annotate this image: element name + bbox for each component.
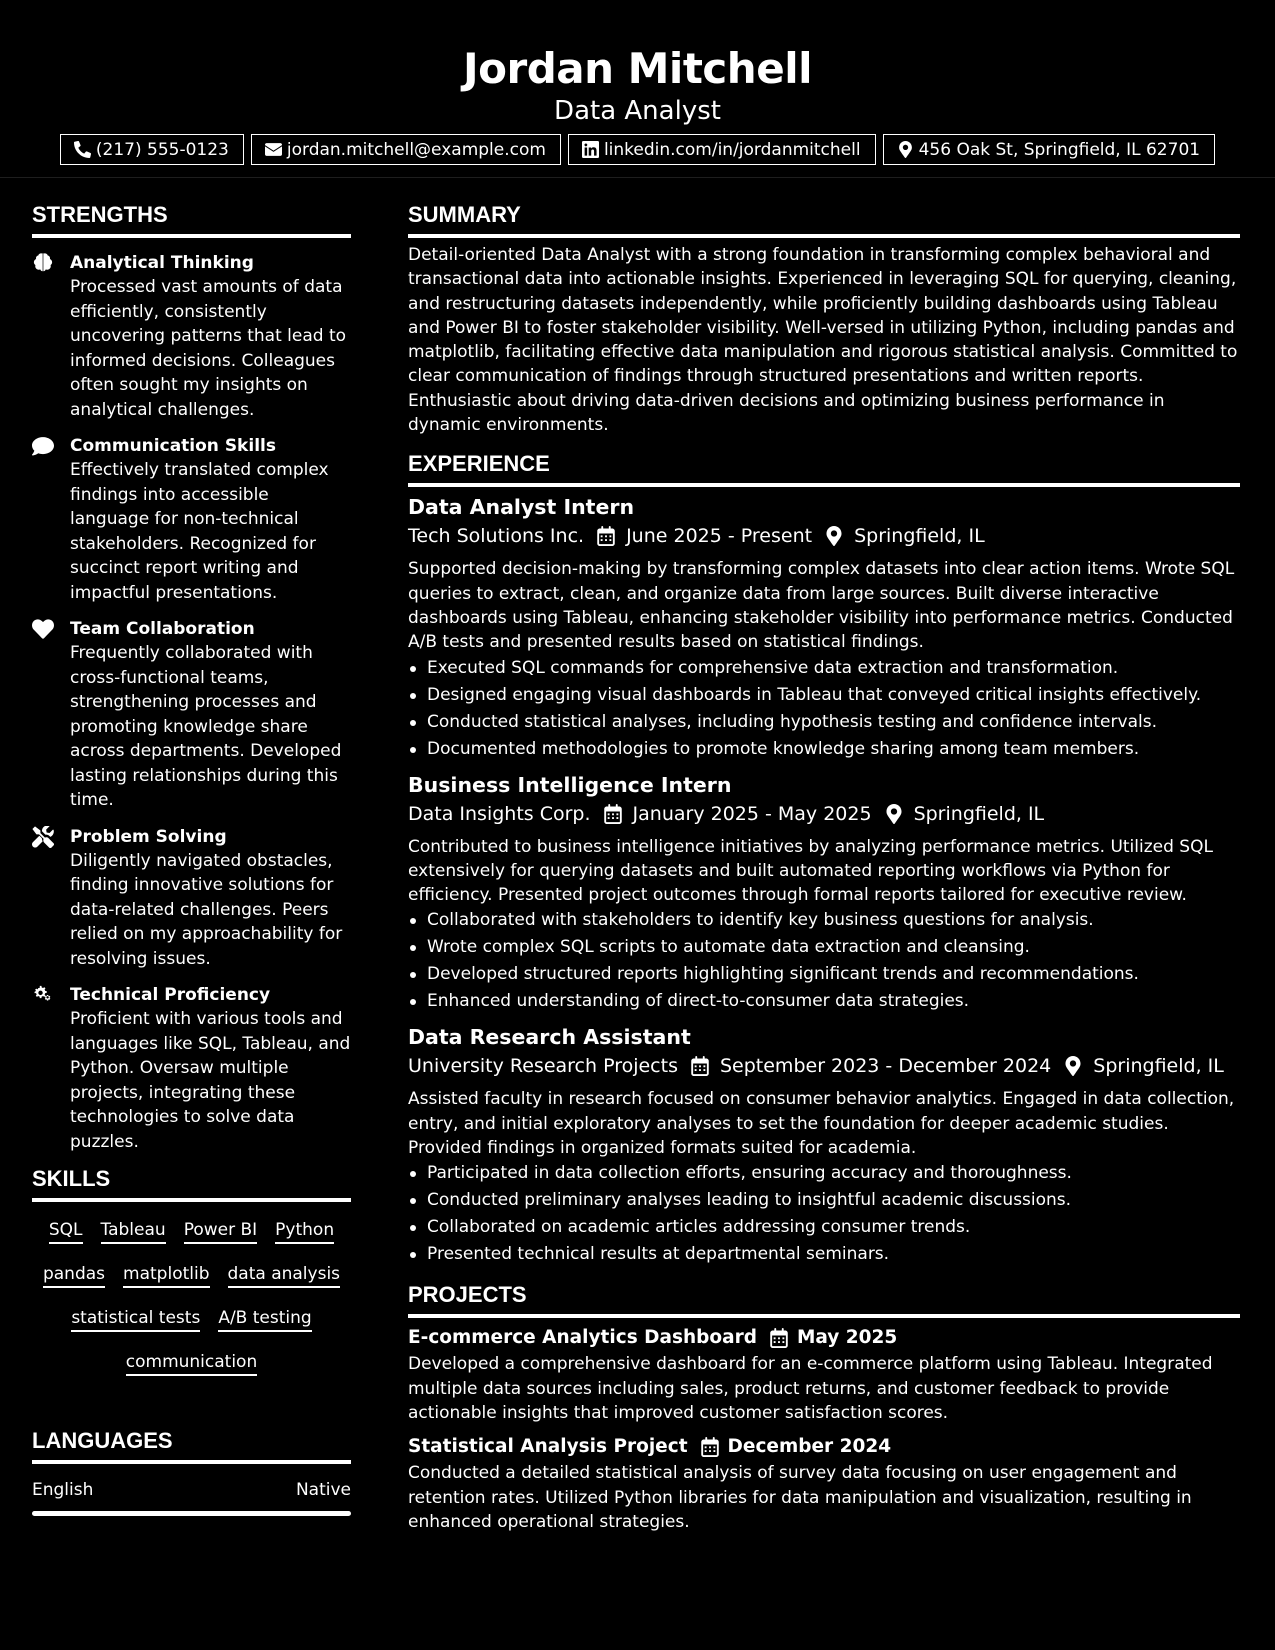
language-name: English	[32, 1480, 94, 1500]
project-description: Developed a comprehensive dashboard for an e-commerce platform using Tableau. Integrated multiple data sources including sales, product returns, and customer feedback to provide actionable insights that improved customer satisfaction scores.	[408, 1354, 1213, 1423]
right-column	[408, 180, 1240, 1534]
list-item: Collaborated with stakeholders to identify key business questions for analysis.	[408, 907, 1240, 934]
skills-list	[32, 1202, 351, 1394]
map-pin-icon	[824, 526, 844, 546]
candidate-name: Jordan Mitchell	[463, 44, 812, 93]
strength-title: Analytical Thinking	[70, 253, 254, 273]
strength-item	[32, 434, 351, 605]
job-dates: September 2023 - December 2024	[719, 1055, 1052, 1078]
job-meta	[408, 799, 1240, 829]
skill-tag: Python	[275, 1218, 334, 1244]
job-company: Data Insights Corp.	[408, 802, 591, 825]
strengths-heading: STRENGTHS	[32, 202, 351, 238]
language-proficiency-bar	[32, 1511, 351, 1516]
job-dates: January 2025 - May 2025	[632, 802, 872, 825]
skill-tag: pandas	[43, 1262, 105, 1288]
strength-item	[32, 617, 351, 813]
envelope-icon	[264, 140, 283, 159]
heart-icon	[32, 618, 54, 640]
job-location: Springfield, IL	[1093, 1055, 1224, 1078]
skill-tag: Tableau	[101, 1218, 166, 1244]
contact-email-text: jordan.mitchell@example.com	[286, 139, 546, 160]
experience-section	[408, 451, 1240, 1268]
list-item: Developed structured reports highlighting significant trends and recommendations.	[408, 961, 1240, 988]
contact-phone[interactable]	[60, 134, 244, 165]
contact-email[interactable]	[251, 134, 561, 165]
phone-icon	[73, 140, 92, 159]
project-description: Conducted a detailed statistical analysis of survey data focusing on user engagement and retention rates. Utilized Python libraries for data manipulation and visualization, resulting in enhanced operational strategies.	[408, 1463, 1192, 1532]
calendar-icon	[700, 1437, 720, 1457]
calendar-icon	[690, 1056, 710, 1076]
candidate-title: Data Analyst	[554, 96, 721, 126]
skill-tag: data analysis	[228, 1262, 341, 1288]
contact-linkedin[interactable]	[568, 134, 876, 165]
tools-icon	[32, 826, 54, 848]
list-item: Enhanced understanding of direct-to-consumer data strategies.	[408, 988, 1240, 1015]
summary-section	[408, 202, 1240, 437]
calendar-icon	[596, 526, 616, 546]
job-bullets	[408, 1160, 1240, 1268]
contact-address[interactable]	[883, 134, 1215, 165]
list-item: Wrote complex SQL scripts to automate data extraction and cleansing.	[408, 934, 1240, 961]
strength-description: Proficient with various tools and languages like SQL, Tableau, and Python. Oversaw multiple projects, integrating these technologies to solve data puzzles.	[70, 1009, 351, 1152]
strength-item	[32, 983, 351, 1154]
list-item: Conducted preliminary analyses leading to insightful academic discussions.	[408, 1187, 1240, 1214]
contact-linkedin-text: linkedin.com/in/jordanmitchell	[603, 139, 861, 160]
skill-tag: A/B testing	[218, 1306, 311, 1332]
job-company: Tech Solutions Inc.	[408, 525, 585, 548]
job-bullets	[408, 655, 1240, 763]
linkedin-icon	[581, 140, 600, 159]
job-location: Springfield, IL	[913, 802, 1045, 825]
strength-title: Technical Proficiency	[70, 985, 271, 1005]
summary-text: Detail-oriented Data Analyst with a strong foundation in transforming complex behavioral and transactional data into actionable insights. Experienced in leveraging SQL for querying, cleaning, and restructuring datasets independently, while proficiently building dashboards using Tableau and Power BI to foster stakeholder visibility. Well-versed in utilizing Python, including pandas and matplotlib, facilitating effective data manipulation and rigorous statistical analysis. Committed to clear communication of findings through structured presentations and written reports. Enthusiastic about driving data-driven decisions and optimizing business performance in dynamic environments.	[408, 245, 1238, 436]
project-header	[408, 1324, 1240, 1352]
comment-icon	[32, 435, 54, 457]
languages-heading: LANGUAGES	[32, 1428, 351, 1464]
summary-heading: SUMMARY	[408, 202, 1240, 238]
list-item: Conducted statistical analyses, including hypothesis testing and confidence intervals.	[408, 709, 1240, 736]
list-item: Presented technical results at departmental seminars.	[408, 1241, 1240, 1268]
job-bullets	[408, 907, 1240, 1015]
job-company: University Research Projects	[408, 1055, 678, 1078]
map-pin-icon	[884, 804, 904, 824]
cogs-icon	[32, 984, 54, 1006]
language-row	[32, 1478, 351, 1502]
languages-section	[32, 1428, 351, 1516]
map-pin-icon	[896, 140, 915, 159]
job-meta	[408, 1051, 1240, 1081]
job-title: Data Research Assistant	[408, 1025, 691, 1050]
job-entry	[408, 1023, 1240, 1268]
project-entry	[408, 1433, 1240, 1534]
strength-item	[32, 251, 351, 422]
project-date: May 2025	[796, 1327, 898, 1349]
project-entry	[408, 1324, 1240, 1425]
skill-tag: SQL	[49, 1218, 83, 1244]
strength-title: Team Collaboration	[70, 619, 255, 639]
language-level: Native	[295, 1480, 351, 1500]
experience-heading: EXPERIENCE	[408, 451, 1240, 487]
skills-section	[32, 1166, 351, 1394]
job-title: Data Analyst Intern	[408, 495, 635, 520]
job-meta	[408, 521, 1240, 551]
job-description: Contributed to business intelligence initiatives by analyzing performance metrics. Utilized SQL extensively for querying datasets and built automated reporting workflows via Python for efficiency. Presented project outcomes through formal reports tailored for executive review.	[408, 836, 1213, 906]
skill-tag: statistical tests	[71, 1306, 200, 1332]
job-description: Assisted faculty in research focused on consumer behavior analytics. Engaged in data collection, entry, and initial exploratory analyses to set the foundation for deeper academic studies. Provided findings in organized formats suited for academia.	[408, 1089, 1235, 1159]
projects-section	[408, 1282, 1240, 1534]
resume-header	[0, 0, 1275, 178]
strength-title: Problem Solving	[70, 826, 227, 847]
strength-item	[32, 825, 351, 972]
calendar-icon	[603, 804, 623, 824]
skill-tag: communication	[126, 1350, 257, 1376]
strength-description: Processed vast amounts of data efficiently, consistently uncovering patterns that lead to informed decisions. Colleagues often sought my insights on analytical challenges.	[70, 277, 347, 420]
list-item: Participated in data collection efforts, ensuring accuracy and thoroughness.	[408, 1160, 1240, 1187]
skill-tag: matplotlib	[123, 1262, 209, 1288]
project-title: Statistical Analysis Project	[408, 1436, 688, 1458]
skill-tag: Power BI	[184, 1218, 257, 1244]
job-title: Business Intelligence Intern	[408, 772, 732, 797]
strength-description: Frequently collaborated with cross-functional teams, strengthening processes and promoting knowledge share across departments. Developed lasting relationships during this time.	[70, 643, 342, 810]
list-item: Documented methodologies to promote knowledge sharing among team members.	[408, 736, 1240, 763]
strength-title: Communication Skills	[70, 436, 276, 456]
projects-heading: PROJECTS	[408, 1282, 1240, 1318]
job-location: Springfield, IL	[854, 525, 985, 548]
project-title: E-commerce Analytics Dashboard	[408, 1327, 757, 1349]
job-description: Supported decision-making by transforming complex datasets into clear action items. Wrote SQL queries to extract, clean, and organize data from large sources. Built diverse interactive dashboards using Tableau, enhancing stakeholder visibility into performance metrics. Conducted A/B tests and presented results based on statistical findings.	[408, 559, 1235, 653]
list-item: Collaborated on academic articles addressing consumer trends.	[408, 1214, 1240, 1241]
list-item: Executed SQL commands for comprehensive data extraction and transformation.	[408, 655, 1240, 682]
left-column	[32, 180, 351, 1516]
skills-heading: SKILLS	[32, 1166, 351, 1202]
strength-description: Effectively translated complex findings into accessible language for non-technical stakeholders. Recognized for succinct report writing and impactful presentations.	[70, 460, 329, 603]
map-pin-icon	[1063, 1056, 1083, 1076]
job-entry	[408, 493, 1240, 762]
job-dates: June 2025 - Present	[626, 525, 813, 548]
contact-address-text: 456 Oak St, Springfield, IL 62701	[918, 139, 1201, 160]
project-header	[408, 1433, 1240, 1461]
list-item: Designed engaging visual dashboards in Tableau that conveyed critical insights effectively.	[408, 682, 1240, 709]
contact-bar	[0, 134, 1275, 165]
strength-description: Diligently navigated obstacles, finding innovative solutions for data-related challenges. Peers relied on my approachability for resolving issues.	[70, 850, 343, 969]
contact-phone-text: (217) 555-0123	[95, 139, 229, 160]
calendar-icon	[769, 1328, 789, 1348]
strengths-section	[32, 202, 351, 1154]
brain-icon	[32, 252, 54, 274]
job-entry	[408, 771, 1240, 1016]
project-date: December 2024	[727, 1436, 892, 1458]
